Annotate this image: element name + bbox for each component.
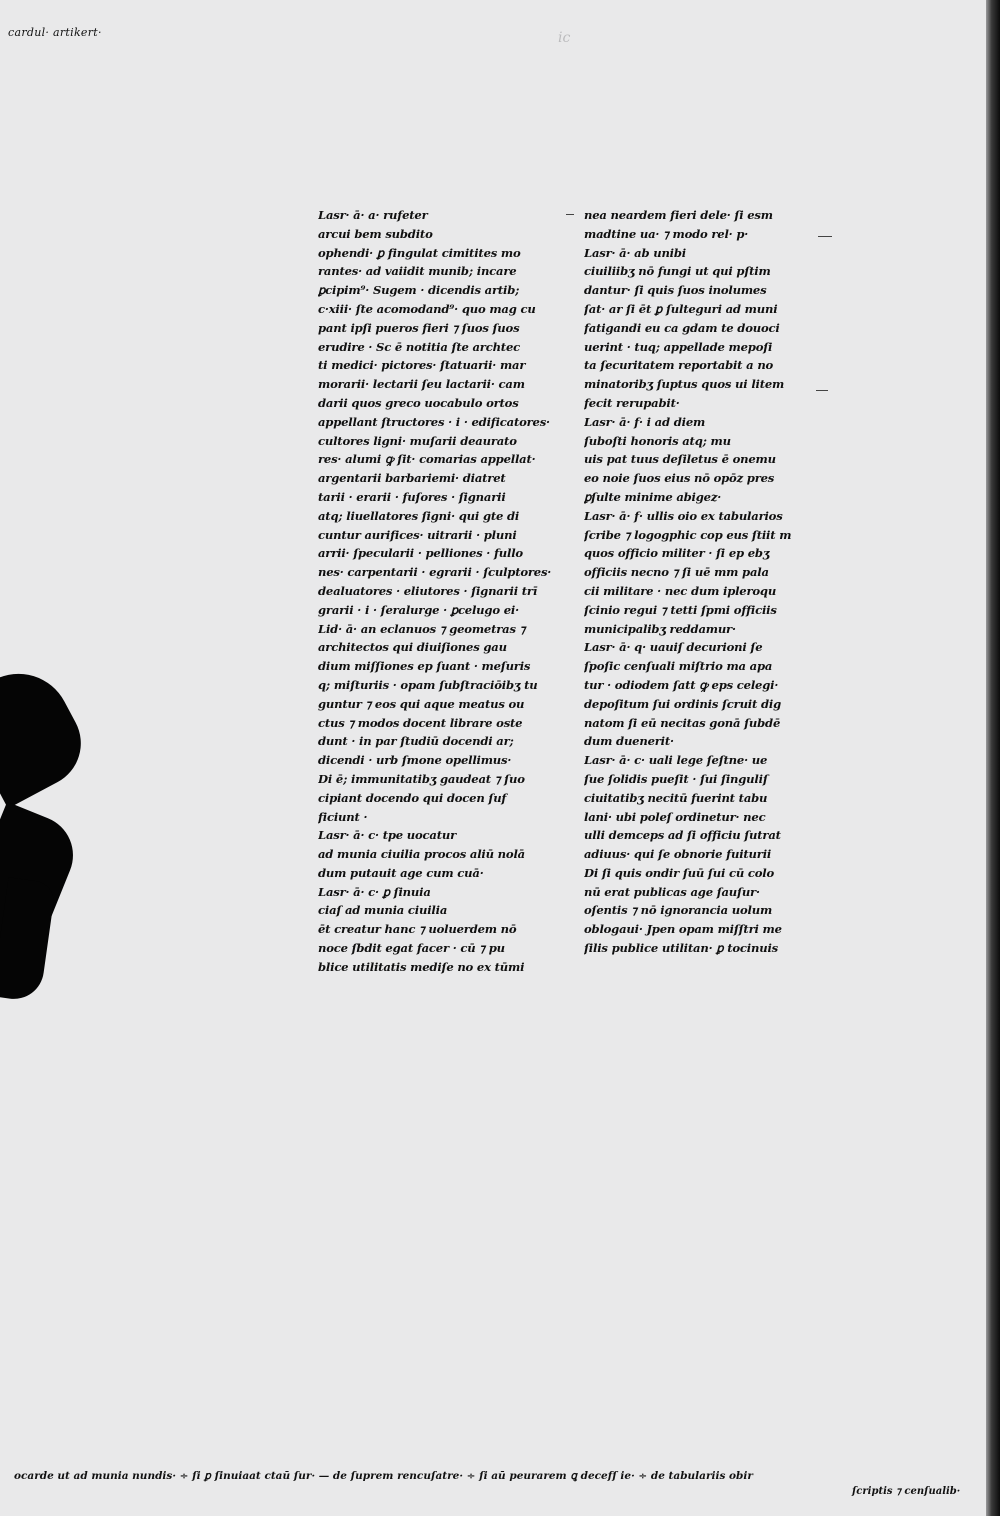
text-line: architectos qui diuiſiones gau — [318, 640, 507, 655]
text-line: ophendi· ꝑ fingulat cimitites mo — [318, 245, 521, 260]
text-line: noce ſbdit egat facer · cū ⁊ pu — [318, 941, 505, 956]
text-line: Lasr· ā· c· tpe uocatur — [318, 828, 456, 843]
text-line: grarii · i · ſeralurge · ꝑcelugo ei· — [318, 602, 519, 617]
text-line: Lasr· ā· f· i ad diem — [584, 414, 706, 429]
text-line: oblogaui· Jpen opam miſſtri me — [584, 922, 782, 937]
text-line: morarii· lectarii ſeu lactarii· cam — [318, 377, 525, 392]
text-line: ciuitatibʒ necitū fuerint tabu — [584, 790, 768, 805]
text-line: tarii · erarii · fuſores · ſignarii — [318, 489, 506, 504]
text-line: ſat· ar ſi ēt ꝑ ſulteguri ad muni — [584, 301, 778, 316]
text-line: ſuboſti honoris atq; mu — [584, 433, 731, 448]
text-line: ficiunt · — [318, 809, 368, 824]
folio-number: ic — [558, 30, 571, 46]
text-line: ſcribe ⁊ logogphic cop eus ſtiit m — [584, 527, 792, 542]
text-line: darii quos greco uocabulo ortos — [318, 395, 519, 410]
text-line: Lasr· ā· ab unibi — [584, 245, 686, 260]
text-line: natom ſi eū necitas gonā ſubdē — [584, 715, 781, 730]
text-line: uerint · tuq; appellade mepoſi — [584, 339, 773, 354]
text-line: ciaſ ad munia ciuilia — [318, 903, 448, 918]
text-line: Lasr· ā· c· ꝑ ſinuia — [318, 884, 431, 899]
right-text-column — [584, 206, 834, 958]
text-line: ti medici· pictores· ſtatuarii· mar — [318, 358, 526, 373]
text-line: appellant ſtructores · i · edificatores· — [318, 414, 550, 429]
text-line: ſpoſic cenſuali miſtrio ma apa — [584, 659, 773, 674]
text-line: dantur· ſi quis ſuos inolumes — [584, 283, 767, 298]
text-line: madtine ua· ⁊ modo rel· p· — [584, 226, 749, 241]
text-line: cultores ligni· muſarii deaurato — [318, 433, 517, 448]
footer-marginal-gloss: ocarde ut ad munia nundis· ÷ ſi ꝑ ſinuiaat ctaū ſur· — de ſuprem rencuſatre· ÷ ſi aū peurarem ꝗ decefſ ie· ÷ de tabulariis obir — [14, 1470, 753, 1482]
text-line: ſue ſolidis pueſit · ſui ſinguliſ — [584, 771, 768, 786]
paragraph-mark — [566, 214, 574, 215]
page-edge-shadow — [986, 0, 1000, 1516]
text-line: dum duenerit· — [584, 734, 674, 749]
text-line: minatoribʒ ſuptus quos ui litem — [584, 377, 785, 392]
text-line: res· alumi ꝙ ſit· comarias appellat· — [318, 452, 536, 467]
text-line: adiuus· qui ſe obnorie fuiturii — [584, 847, 772, 862]
text-line: ad munia ciuilia procos aliū nolā — [318, 847, 525, 862]
text-line: uis pat tuus deſiletus ē onemu — [584, 452, 776, 467]
text-line: ctus ⁊ modos docent librare oste — [318, 715, 523, 730]
text-line: ta ſecuritatem reportabit a no — [584, 358, 774, 373]
text-line: q; miſturiis · opam ſubſtraciōibʒ tu — [318, 677, 538, 692]
text-line: nū erat publicas age ſauſur· — [584, 884, 760, 899]
text-line: cipiant docendo qui docen ſuf — [318, 790, 507, 805]
text-line: pant ipſi pueros fieri ⁊ ſuos ſuos — [318, 320, 520, 335]
text-line: nes· carpentarii · egrarii · ſculptores· — [318, 565, 552, 580]
running-head: cardul· artikert· — [8, 26, 102, 39]
text-line: guntur ⁊ eos qui aque meatus ou — [318, 696, 525, 711]
text-line: dunt · in par ſtudiū docendi ar; — [318, 734, 514, 749]
text-line: fecit rerupabit· — [584, 395, 680, 410]
text-line: blice utilitatis mediſe no ex tūmi — [318, 959, 525, 974]
text-line: lani· ubi poleſ ordinetur· nec — [584, 809, 766, 824]
text-line: Lasr· ā· c· uali lege ſeſtne· ue — [584, 753, 768, 768]
text-line: dicendi · urb ſmone opellimus· — [318, 753, 512, 768]
text-line: erudire · Sc ē notitia ſte archtec — [318, 339, 520, 354]
text-line: cii militare · nec dum ipleroqu — [584, 583, 777, 598]
text-line: eo noie ſuos eius nō opōz pres — [584, 471, 775, 486]
text-line: depoſitum ſui ordinis ſcruit dig — [584, 696, 782, 711]
footer-marginal-gloss-continuation: ſcriptis ⁊ cenſualib· — [852, 1486, 961, 1497]
text-line: Di ē; immunitatibʒ gaudeat ⁊ ſuo — [318, 771, 525, 786]
text-line: tur · odiodem ſatt ꝙ eps celegi· — [584, 677, 779, 692]
text-line: Lasr· ā· a· rufeter — [318, 208, 428, 222]
text-line: fatigandi eu ca gdam te douoci — [584, 320, 780, 335]
text-line: Di ſi quis ondir ſuū ſui cū colo — [584, 865, 775, 880]
left-text-column — [318, 206, 568, 977]
text-line: arrii· ſpecularii · pelliones · fullo — [318, 546, 523, 561]
text-line: Lid· ā· an eclanuos ⁊ geometras ⁊ — [318, 621, 526, 636]
text-line: municipalibʒ reddamur· — [584, 621, 736, 636]
text-line: ſcinio regui ⁊ tetti ſpmi officiis — [584, 602, 777, 617]
text-line: ſilis publice utilitan· ꝑ tocinuis — [584, 941, 778, 956]
text-line: atq; liuellatores ſigni· qui gte di — [318, 508, 520, 523]
text-line: dum putauit age cum cuā· — [318, 865, 484, 880]
text-line: argentarii barbariemi· diatret — [318, 471, 506, 486]
text-line: oſentis ⁊ nō ignorancia uolum — [584, 903, 773, 918]
text-line: rantes· ad vaiidit munib; incare — [318, 264, 517, 279]
text-line: ꝑſulte minime abigez· — [584, 489, 722, 504]
text-line: nea neardem fieri dele· ſi esm — [584, 208, 773, 222]
text-line: dealuatores · eliutores · ſignarii trī — [318, 583, 538, 598]
text-line: quos officio militer · ſi ep ebʒ — [584, 546, 770, 561]
text-line: ꝑcipim⁹· Sugem · dicendis artib; — [318, 283, 520, 298]
text-line: ciuiliibʒ nō fungi ut qui pſtim — [584, 264, 771, 279]
text-line: officiis necno ⁊ ſi uē mm pala — [584, 565, 769, 580]
text-line: Lasr· ā· f· ullis oio ex tabularios — [584, 508, 783, 523]
paragraph-mark — [816, 390, 828, 391]
text-line: cuntur aurifices· uitrarii · pluni — [318, 527, 517, 542]
text-line: c·xiii· ſte acomodand⁹· quo mag cu — [318, 301, 536, 316]
text-line: arcui bem subdito — [318, 226, 433, 241]
text-line: dium miſſiones ep ſuant · meſuris — [318, 659, 531, 674]
text-line: ulli demceps ad ſi officiu ſutrat — [584, 828, 781, 843]
paragraph-mark — [818, 236, 832, 237]
text-line: ēt creatur hanc ⁊ uoluerdem nō — [318, 922, 517, 937]
text-line: Lasr· ā· q· uauiſ decurioni ſe — [584, 640, 763, 655]
